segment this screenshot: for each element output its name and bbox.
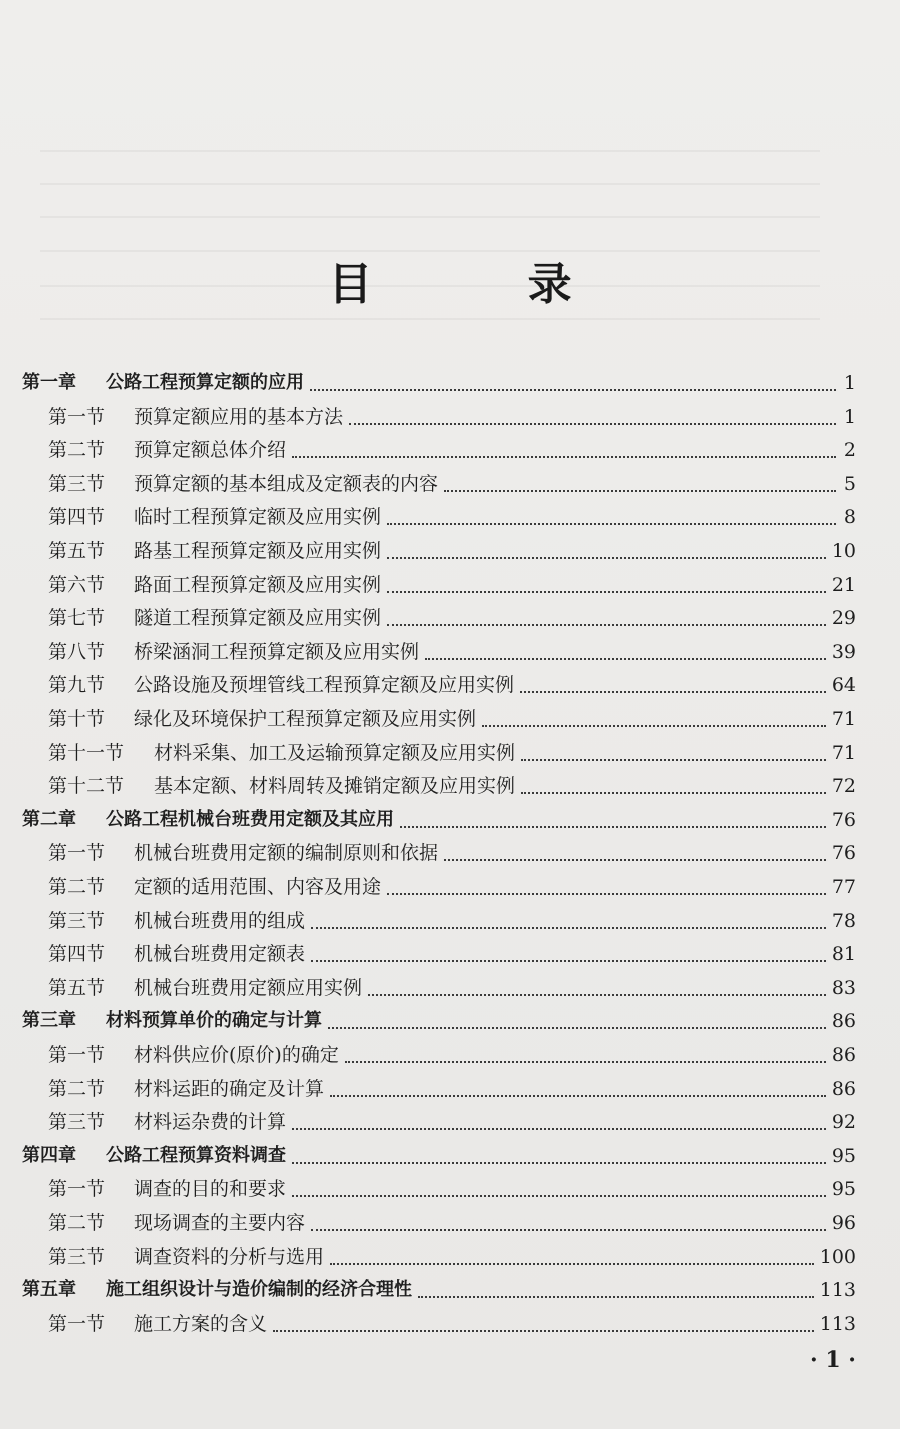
toc-section-entry[interactable]: [48, 569, 856, 601]
toc-entry-page: 100: [819, 1245, 856, 1268]
toc-section-entry[interactable]: [48, 1308, 856, 1340]
toc-entry-number: 第五节: [48, 540, 106, 562]
toc-entry-number: 第五节: [48, 976, 106, 999]
toc-chapter-entry[interactable]: [22, 1274, 856, 1306]
dot-leader: [330, 1261, 814, 1265]
toc-entry-title: 机械台班费用定额应用实例: [134, 976, 363, 999]
toc-entry-title: 材料供应价(原价)的确定: [134, 1044, 339, 1066]
toc-section-entry[interactable]: [48, 770, 856, 802]
dot-leader: [387, 891, 826, 895]
toc-chapter-entry[interactable]: [22, 804, 856, 836]
toc-entry-page: 72: [831, 775, 856, 798]
toc-entry-title: 公路工程预算定额的应用: [106, 372, 304, 393]
toc-entry-title: 公路工程预算资料调查: [106, 1144, 286, 1166]
toc-chapter-entry[interactable]: [22, 367, 856, 399]
toc-entry-page: 1: [843, 405, 856, 428]
dot-leader: [292, 1160, 826, 1164]
toc-entry-title: 公路设施及预埋管线工程预算定额及应用实例: [134, 674, 515, 697]
toc-entry-page: 95: [831, 1144, 856, 1167]
toc-entry-title: 现场调查的主要内容: [134, 1212, 306, 1234]
dot-leader: [482, 723, 826, 727]
dot-leader: [292, 454, 836, 458]
toc-entry-number: 第三节: [48, 1245, 106, 1268]
dot-leader: [387, 555, 826, 559]
dot-leader: [418, 1294, 814, 1298]
dot-leader: [292, 1193, 826, 1197]
dot-leader: [521, 790, 826, 794]
toc-entry-page: 21: [831, 573, 856, 596]
toc-entry-title: 材料运距的确定及计算: [134, 1077, 325, 1100]
toc-section-entry[interactable]: [48, 1241, 856, 1273]
toc-entry-page: 77: [831, 876, 856, 898]
toc-entry-number: 第三节: [48, 472, 106, 495]
toc-entry-page: 1: [843, 372, 856, 394]
dot-leader: [444, 488, 836, 492]
toc-entry-title: 路基工程预算定额及应用实例: [134, 540, 382, 562]
toc-section-entry[interactable]: [48, 905, 856, 937]
toc-entry-page: 96: [831, 1212, 856, 1234]
toc-chapter-entry[interactable]: [22, 1005, 856, 1037]
toc-entry-title: 机械台班费用定额表: [134, 943, 306, 966]
toc-section-entry[interactable]: [48, 1207, 856, 1239]
dot-leader: [368, 992, 826, 996]
toc-entry-page: 113: [819, 1279, 856, 1302]
toc-entry-page: 95: [831, 1178, 856, 1201]
dot-leader: [387, 622, 826, 626]
toc-section-entry[interactable]: [48, 636, 856, 668]
toc-section-entry[interactable]: [48, 434, 856, 466]
toc-section-entry[interactable]: [48, 703, 856, 735]
toc-entry-title: 调查资料的分析与选用: [134, 1245, 325, 1268]
toc-section-entry[interactable]: [48, 1073, 856, 1105]
dot-leader: [310, 387, 836, 391]
dot-leader: [521, 757, 826, 761]
toc-entry-title: 定额的适用范围、内容及用途: [134, 876, 382, 898]
toc-entry-page: 83: [831, 976, 856, 999]
toc-entry-page: 81: [831, 943, 856, 966]
toc-entry-number: 第十一节: [48, 741, 125, 764]
toc-entry-page: 113: [819, 1312, 856, 1335]
dot-leader: [387, 521, 836, 525]
dot-leader: [292, 1126, 826, 1130]
toc-entry-title: 施工方案的含义: [134, 1312, 268, 1335]
toc-entry-number: 第二节: [48, 439, 106, 462]
toc-entry-title: 基本定额、材料周转及摊销定额及应用实例: [154, 775, 516, 798]
toc-entry-number: 第一节: [48, 1312, 106, 1335]
dot-leader: [349, 421, 836, 425]
toc-entry-page: 10: [831, 540, 856, 562]
dot-leader: [328, 1025, 826, 1029]
toc-entry-title: 桥梁涵洞工程预算定额及应用实例: [134, 640, 420, 663]
toc-section-entry[interactable]: [48, 938, 856, 970]
toc-entry-title: 预算定额的基本组成及定额表的内容: [134, 472, 439, 495]
dot-leader: [311, 958, 826, 962]
toc-entry-page: 86: [831, 1044, 856, 1066]
toc-entry-page: 5: [843, 472, 856, 495]
toc-entry-page: 71: [831, 708, 856, 730]
toc-entry-page: 2: [843, 439, 856, 462]
toc-entry-number: 第三章: [22, 1010, 76, 1032]
toc-entry-title: 施工组织设计与造价编制的经济合理性: [106, 1279, 412, 1301]
toc-entry-title: 材料采集、加工及运输预算定额及应用实例: [154, 741, 516, 764]
dot-leader: [273, 1328, 814, 1332]
toc-entry-page: 86: [831, 1010, 856, 1033]
toc-section-entry[interactable]: [48, 1039, 856, 1071]
toc-entry-title: 绿化及环境保护工程预算定额及应用实例: [134, 708, 477, 730]
toc-section-entry[interactable]: [48, 1173, 856, 1205]
toc-entry-title: 预算定额应用的基本方法: [134, 405, 344, 428]
toc-section-entry[interactable]: [48, 837, 856, 869]
toc-chapter-entry[interactable]: [22, 1140, 856, 1172]
toc-entry-number: 第九节: [48, 674, 106, 697]
dot-leader: [330, 1093, 826, 1097]
toc-entry-title: 公路工程机械台班费用定额及其应用: [106, 808, 394, 830]
dot-leader: [387, 589, 826, 593]
dot-leader: [400, 824, 826, 828]
toc-entry-title: 预算定额总体介绍: [134, 439, 287, 462]
toc-entry-page: 71: [831, 741, 856, 764]
toc-entry-page: 78: [831, 909, 856, 932]
toc-entry-number: 第五章: [22, 1279, 76, 1301]
toc-entry-page: 64: [831, 674, 856, 697]
toc-entry-number: 第四章: [22, 1144, 76, 1166]
toc-entry-number: 第一节: [48, 1178, 106, 1201]
toc-section-entry[interactable]: [48, 669, 856, 701]
toc-entry-page: 39: [831, 640, 856, 663]
dot-leader: [311, 1227, 826, 1231]
toc-entry-number: 第二章: [22, 808, 76, 830]
toc-entry-number: 第三节: [48, 1111, 106, 1134]
toc-entry-number: 第七节: [48, 607, 106, 630]
toc-section-entry[interactable]: [48, 972, 856, 1004]
dot-leader: [345, 1059, 826, 1063]
toc-entry-title: 路面工程预算定额及应用实例: [134, 573, 382, 596]
toc-section-entry[interactable]: [48, 1106, 856, 1138]
toc-entry-title: 隧道工程预算定额及应用实例: [134, 607, 382, 630]
toc-section-entry[interactable]: [48, 501, 856, 533]
toc-entry-number: 第一章: [22, 372, 76, 393]
toc-entry-page: 29: [831, 607, 856, 630]
toc-entry-title: 机械台班费用定额的编制原则和依据: [134, 842, 439, 865]
toc-entry-number: 第六节: [48, 573, 106, 596]
toc-section-entry[interactable]: [48, 871, 856, 903]
dot-leader: [520, 689, 826, 693]
dot-leader: [311, 925, 826, 929]
dot-leader: [444, 857, 826, 861]
toc-entry-number: 第一节: [48, 842, 106, 865]
toc-section-entry[interactable]: [48, 468, 856, 500]
toc-entry-number: 第八节: [48, 640, 106, 663]
toc-entry-number: 第二节: [48, 1212, 106, 1234]
toc-entry-page: 76: [831, 842, 856, 865]
toc-entry-page: 8: [843, 506, 856, 529]
toc-entry-number: 第二节: [48, 876, 106, 898]
toc-entry-number: 第一节: [48, 405, 106, 428]
page-number: · 1 ·: [810, 1347, 856, 1373]
toc-entry-number: 第三节: [48, 909, 106, 932]
toc-entry-number: 第四节: [48, 506, 106, 529]
toc-entry-number: 第十节: [48, 708, 106, 730]
dot-leader: [425, 656, 826, 660]
toc-entry-title: 材料运杂费的计算: [134, 1111, 287, 1134]
toc-entry-page: 76: [831, 808, 856, 831]
toc-section-entry[interactable]: [48, 737, 856, 769]
toc-entry-page: 92: [831, 1111, 856, 1134]
toc-entry-number: 第四节: [48, 943, 106, 966]
toc-section-entry[interactable]: [48, 535, 856, 567]
toc-entry-number: 第二节: [48, 1077, 106, 1100]
toc-entry-title: 调查的目的和要求: [134, 1178, 287, 1201]
toc-entry-title: 临时工程预算定额及应用实例: [134, 506, 382, 529]
toc-section-entry[interactable]: [48, 602, 856, 634]
toc-entry-number: 第十二节: [48, 775, 125, 798]
toc-section-entry[interactable]: [48, 401, 856, 433]
toc-entry-number: 第一节: [48, 1044, 106, 1066]
toc-entry-title: 机械台班费用的组成: [134, 909, 306, 932]
toc-entry-page: 86: [831, 1077, 856, 1100]
page-title: 目 录: [328, 259, 642, 310]
toc-entry-title: 材料预算单价的确定与计算: [106, 1010, 322, 1032]
